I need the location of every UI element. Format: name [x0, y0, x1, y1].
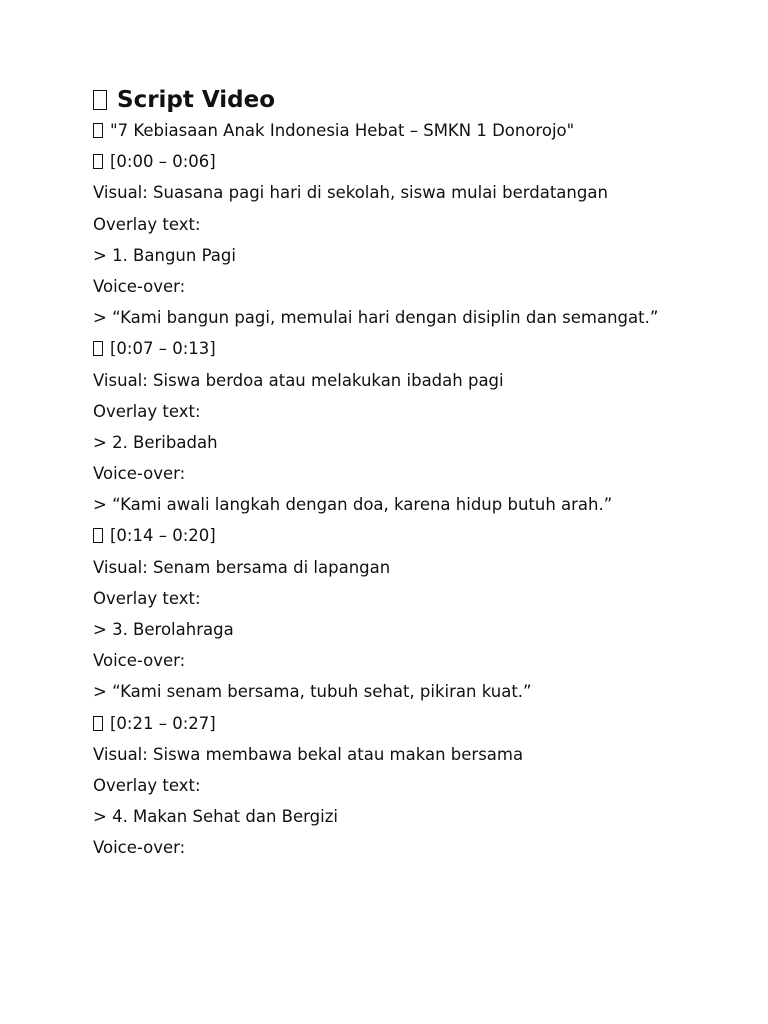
scene-time	[93, 713, 703, 734]
scene-overlay-label: Overlay text:	[93, 775, 201, 795]
scene-voiceover-text: > “Kami senam bersama, tubuh sehat, pikiran kuat.”	[93, 682, 532, 702]
scene-time-text: [0:07 – 0:13]	[110, 339, 216, 359]
missing-glyph-icon	[93, 528, 103, 543]
scene-time-text: [0:14 – 0:20]	[110, 526, 216, 546]
scene-time	[93, 151, 703, 172]
document-title	[93, 84, 703, 116]
scene-overlay-text: > 2. Beribadah	[93, 432, 218, 452]
scene-voiceover-text: > “Kami bangun pagi, memulai hari dengan disiplin dan semangat.”	[93, 308, 659, 328]
document-subtitle	[93, 120, 703, 141]
scene-time	[93, 525, 703, 546]
scene-voiceover-label: Voice-over:	[93, 651, 186, 671]
scene-visual: Visual: Senam bersama di lapangan	[93, 557, 391, 577]
scene-overlay-label: Overlay text:	[93, 588, 201, 608]
scene-time-text: [0:21 – 0:27]	[110, 713, 216, 733]
missing-glyph-icon	[93, 154, 103, 169]
document-page	[93, 84, 703, 869]
scene-voiceover-text: > “Kami awali langkah dengan doa, karena hidup butuh arah.”	[93, 495, 613, 515]
missing-glyph-icon	[93, 90, 107, 110]
scene-voiceover-label: Voice-over:	[93, 838, 186, 858]
scene-overlay-text: > 3. Berolahraga	[93, 620, 234, 639]
scene-voiceover-label: Voice-over:	[93, 464, 186, 484]
document-title-text: Script Video	[117, 87, 276, 113]
scene-time	[93, 338, 703, 359]
document-subtitle-text: "7 Kebiasaan Anak Indonesia Hebat – SMKN 1 Donorojo"	[110, 121, 575, 140]
scene-time-text: [0:00 – 0:06]	[110, 152, 216, 172]
scene-visual: Visual: Siswa berdoa atau melakukan ibadah pagi	[93, 370, 504, 390]
scene-voiceover-label: Voice-over:	[93, 276, 186, 296]
scene-overlay-text: > 1. Bangun Pagi	[93, 245, 236, 265]
scene-visual: Visual: Siswa membawa bekal atau makan bersama	[93, 744, 524, 764]
missing-glyph-icon	[93, 123, 103, 138]
scene-overlay-label: Overlay text:	[93, 214, 201, 234]
missing-glyph-icon	[93, 716, 103, 731]
scene-overlay-label: Overlay text:	[93, 401, 201, 421]
scene-overlay-text: > 4. Makan Sehat dan Bergizi	[93, 807, 338, 827]
missing-glyph-icon	[93, 341, 103, 356]
scene-visual: Visual: Suasana pagi hari di sekolah, siswa mulai berdatangan	[93, 183, 608, 203]
